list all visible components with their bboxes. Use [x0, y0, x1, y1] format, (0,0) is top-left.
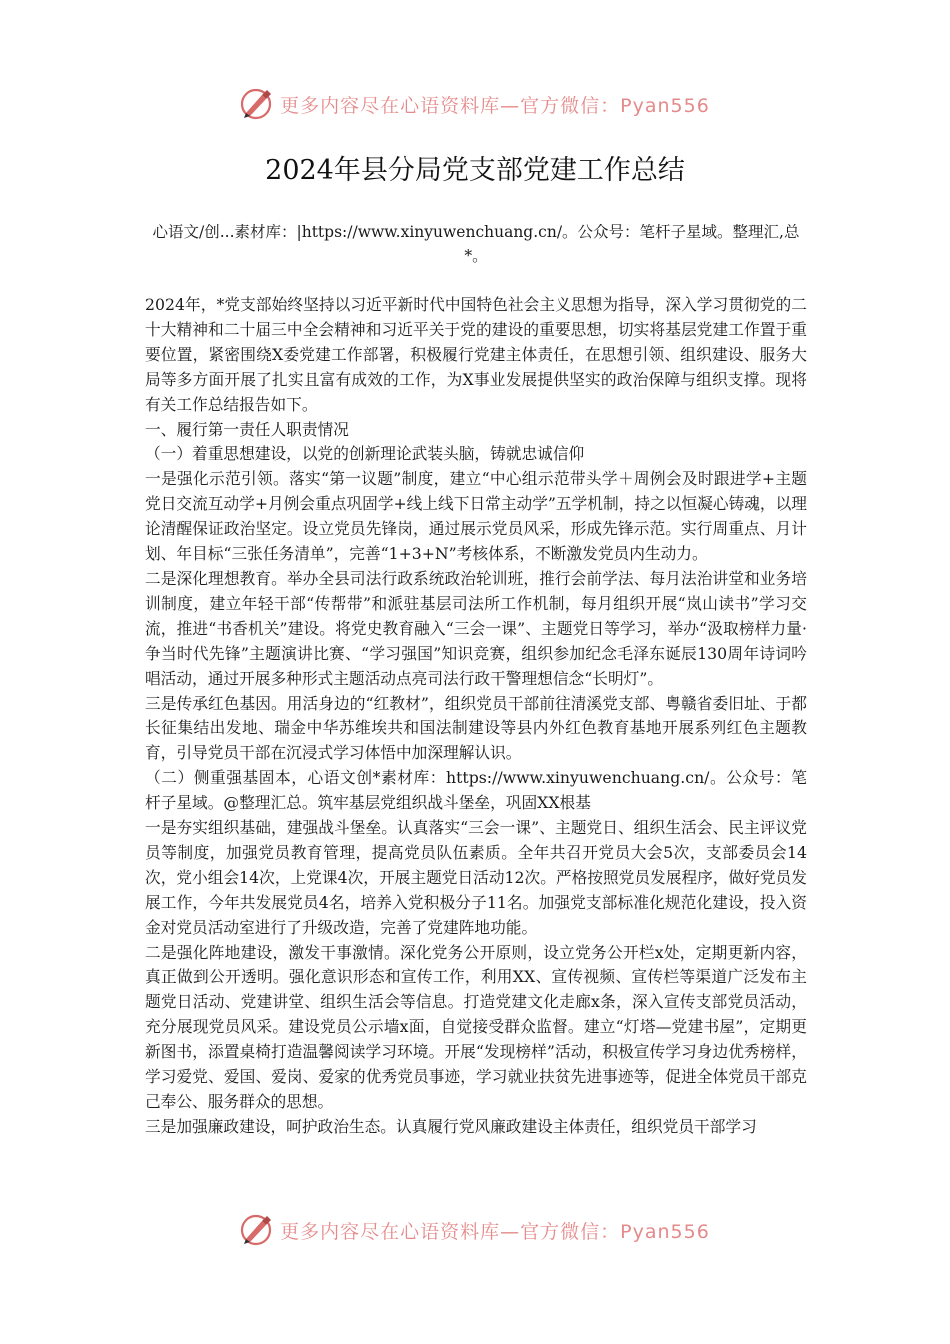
source-line: 心语文/创...素材库：|https://www.xinyuwenchuang.cn/。公众号：笔杆子星域。整理汇,总*。 [152, 223, 800, 265]
footer-watermark-banner [0, 1210, 950, 1250]
body-paragraph: 二是强化阵地建设，激发干事激情。深化党务公开原则，设立党务公开栏x处，定期更新内容，真正做到公开透明。强化意识形态和宣传工作，利用XX、宣传视频、宣传栏等渠道广泛发布主题党日活动、党建讲堂、组织生活会等信息。打造党建文化走廊x条，深入宣传支部党员活动，充分展现党员风采。建设党员公示墙x面，自觉接受群众监督。建立“灯塔—党建书屋”，定期更新图书，添置桌椅打造温馨阅读学习环境。开展“发现榜样”活动，积极宣传学习身边优秀榜样，学习爱党、爱国、爱岗、爱家的优秀党员事迹，学习就业扶贫先进事迹等，促进全体党员干部克己奉公、服务群众的思想。 [145, 942, 807, 1111]
watermark-text: 更多内容尽在心语资料库—官方微信：Pyan556 [280, 1220, 710, 1243]
pen-logo-icon [240, 1213, 274, 1247]
intro-paragraph: 2024年，*党支部始终坚持以习近平新时代中国特色社会主义思想为指导，深入学习贯彻党的二十大精神和二十届三中全会精神和习近平关于党的建设的重要思想，切实将基层党建工作置于重要位置，紧密围绕X委党建工作部署，积极履行党建主体责任，在思想引领、组织建设、服务大局等多方面开展了扎实且富有成效的工作，为X事业发展提供坚实的政治保障与组织支撑。现将有关工作总结报告如下。 [145, 295, 807, 414]
pen-logo-icon [240, 87, 274, 121]
subsection-heading: （一）着重思想建设，以党的创新理论武装头脑，铸就忠诚信仰 [145, 444, 585, 464]
header-watermark-banner [0, 84, 950, 124]
body-paragraph: 一是夯实组织基础，建强战斗堡垒。认真落实“三会一课”、主题党日、组织生活会、民主评议党员等制度，加强党员教育管理，提高党员队伍素质。全年共召开党员大会5次，支部委员会14次，党小组会14次，上党课4次，开展主题党日活动12次。严格按照党员发展程序，做好党员发展工作，今年共发展党员4名，培养入党积极分子11名。加强党支部标准化规范化建设，投入资金对党员活动室进行了升级改造，完善了党建阵地功能。 [145, 818, 807, 937]
body-paragraph: 三是传承红色基因。用活身边的“红教材”，组织党员干部前往清溪党支部、粤赣省委旧址、于都长征集结出发地、瑞金中华苏维埃共和国法制建设等县内外红色教育基地开展系列红色主题教育，引导党员干部在沉浸式学习体悟中加深理解认识。 [145, 693, 807, 763]
section-heading: 一、履行第一责任人职责情况 [145, 419, 349, 439]
watermark-text: 更多内容尽在心语资料库—官方微信：Pyan556 [280, 94, 710, 117]
document-title: 2024年县分局党支部党建工作总结 [265, 155, 685, 186]
body-paragraph: 三是加强廉政建设，呵护政治生态。认真履行党风廉政建设主体责任，组织党员干部学习 [145, 1116, 757, 1136]
document-body [145, 293, 807, 1140]
body-paragraph: 二是深化理想教育。举办全县司法行政系统政治轮训班，推行会前学法、每月法治讲堂和业务培训制度，建立年轻干部“传帮带”和派驻基层司法所工作机制，每月组织开展“岚山读书”学习交流，推进“书香机关”建设。将党史教育融入“三会一课”、主题党日等学习，举办“汲取榜样力量·争当时代先锋”主题演讲比赛、“学习强国”知识竞赛，组织参加纪念毛泽东诞辰130周年诗词吟唱活动，通过开展多种形式主题活动点亮司法行政干警理想信念“长明灯”。 [145, 568, 807, 688]
subsection-heading: （二）侧重强基固本，心语文创*素材库：https://www.xinyuwenchuang.cn/。公众号：笔杆子星域。@整理汇总。筑牢基层党组织战斗堡垒，巩固XX根基 [145, 768, 807, 813]
body-paragraph: 一是强化示范引领。落实“第一议题”制度，建立“中心组示范带头学＋周例会及时跟进学+主题党日交流互动学+月例会重点巩固学+线上线下日常主动学”五学机制，持之以恒凝心铸魂，以理论清醒保证政治坚定。设立党员先锋岗，通过展示党员风采，形成先锋示范。实行周重点、月计划、年目标“三张任务清单”，完善“1+3+N”考核体系，不断激发党员内生动力。 [145, 469, 807, 564]
